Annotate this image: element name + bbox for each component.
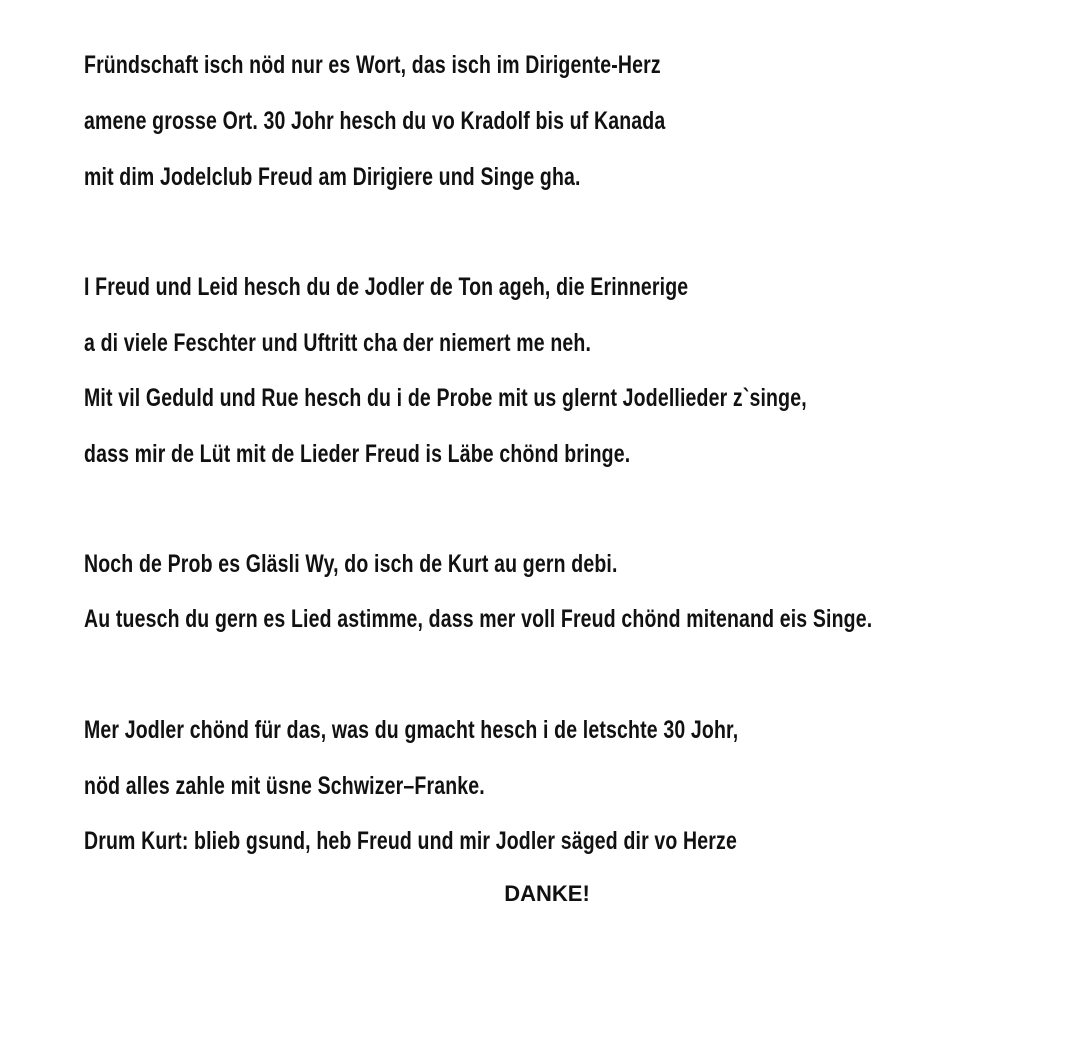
closing-thanks: DANKE! (504, 881, 590, 906)
paragraph-1-line-2: amene grosse Ort. 30 Johr hesch du vo Kradolf bis uf Kanada (84, 107, 666, 135)
paragraph-1-line-1: Fründschaft isch nöd nur es Wort, das isch im Dirigente-Herz (84, 51, 661, 79)
paragraph-2-line-2: a di viele Feschter und Uftritt cha der niemert me neh. (84, 329, 592, 357)
paragraph-4-line-1: Mer Jodler chönd für das, was du gmacht hesch i de letschte 30 Johr, (84, 716, 739, 744)
paragraph-4-line-3: Drum Kurt: blieb gsund, heb Freud und mir Jodler säged dir vo Herze (84, 827, 737, 855)
paragraph-2-line-3: Mit vil Geduld und Rue hesch du i de Probe mit us glernt Jodellieder z`singe, (84, 384, 807, 412)
paragraph-2-line-1: I Freud und Leid hesch du de Jodler de Ton ageh, die Erinnerige (84, 273, 689, 301)
paragraph-4-line-2: nöd alles zahle mit üsne Schwizer–Franke. (84, 772, 485, 800)
paragraph-1-line-3: mit dim Jodelclub Freud am Dirigiere und Singe gha. (84, 163, 581, 191)
paragraph-3-line-1: Noch de Prob es Gläsli Wy, do isch de Kurt au gern debi. (84, 550, 618, 578)
paragraph-3-line-2: Au tuesch du gern es Lied astimme, dass mer voll Freud chönd mitenand eis Singe. (84, 605, 873, 633)
paragraph-2-line-4: dass mir de Lüt mit de Lieder Freud is Läbe chönd bringe. (84, 440, 631, 468)
